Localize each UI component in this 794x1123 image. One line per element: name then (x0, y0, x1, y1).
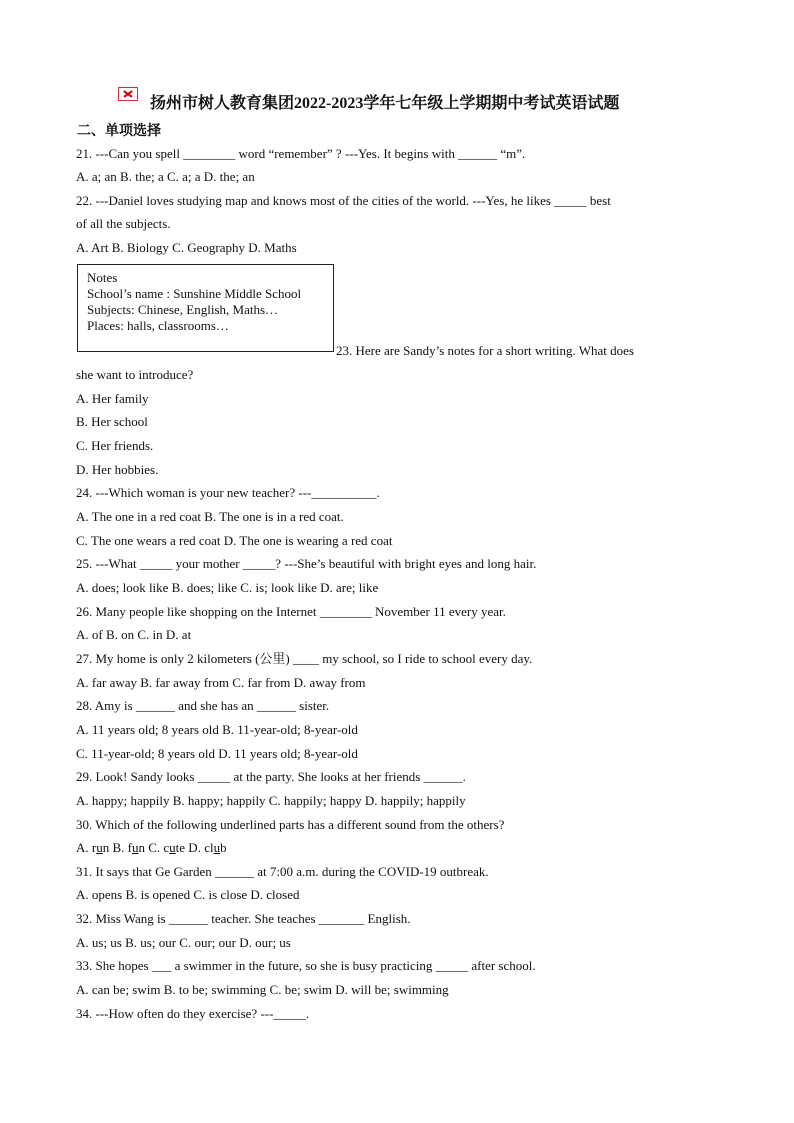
q30-text: n B. f (102, 840, 132, 855)
notes-subjects: Subjects: Chinese, English, Maths… (87, 302, 279, 317)
q30-text: te D. cl (175, 840, 214, 855)
question-25: 25. ---What _____ your mother _____? ---She’s beautiful with bright eyes and long hair. (76, 556, 537, 571)
question-24: 24. ---Which woman is your new teacher? ---__________. (76, 485, 380, 500)
notes-places: Places: halls, classrooms… (87, 318, 229, 333)
section-heading: 二、单项选择 (77, 124, 161, 139)
q30-text: n C. c (138, 840, 170, 855)
question-30: 30. Which of the following underlined parts has a different sound from the others? (76, 817, 505, 832)
question-23-option-c: C. Her friends. (76, 438, 154, 453)
notes-heading: Notes (87, 270, 118, 285)
question-27-options: A. far away B. far away from C. far from D. away from (76, 675, 366, 690)
question-33: 33. She hopes ___ a swimmer in the future, so she is busy practicing _____ after school. (76, 958, 536, 973)
notes-school: School’s name : Sunshine Middle School (87, 286, 302, 301)
question-28-options-1: A. 11 years old; 8 years old B. 11-year-old; 8-year-old (76, 722, 358, 737)
question-21-options: A. a; an B. the; a C. a; a D. the; an (76, 169, 255, 184)
question-23-text: 23. Here are Sandy’s notes for a short writing. What does (336, 343, 634, 358)
q30-underline-d: u (213, 840, 221, 855)
question-31-options: A. opens B. is opened C. is close D. closed (76, 887, 300, 902)
question-31: 31. It says that Ge Garden ______ at 7:00 a.m. during the COVID-19 outbreak. (76, 864, 489, 879)
broken-image-icon (118, 87, 138, 101)
question-23-option-a: A. Her family (76, 391, 149, 406)
q30-text: A. r (76, 840, 97, 855)
q30-underline-a: u (96, 840, 103, 855)
question-23-option-b: B. Her school (76, 414, 148, 429)
question-28-options-2: C. 11-year-old; 8 years old D. 11 years old; 8-year-old (76, 746, 358, 761)
question-23-cont: she want to introduce? (76, 367, 194, 382)
question-21: 21. ---Can you spell ________ word “remember” ? ---Yes. It begins with ______ “m”. (76, 146, 526, 161)
q30-underline-c: u (169, 840, 176, 855)
notes-box (77, 264, 334, 352)
question-23 (336, 343, 674, 359)
question-29-options: A. happy; happily B. happy; happily C. happily; happy D. happily; happily (76, 793, 466, 808)
question-26-options: A. of B. on C. in D. at (76, 627, 192, 642)
question-33-options: A. can be; swim B. to be; swimming C. be; swim D. will be; swimming (76, 982, 449, 997)
question-22-cont: of all the subjects. (76, 216, 171, 231)
question-32: 32. Miss Wang is ______ teacher. She teaches _______ English. (76, 911, 411, 926)
question-27: 27. My home is only 2 kilometers (公里) ____ my school, so I ride to school every day. (76, 651, 533, 666)
question-25-options: A. does; look like B. does; like C. is; look like D. are; like (76, 580, 379, 595)
question-23-option-d: D. Her hobbies. (76, 462, 159, 477)
question-30-options (76, 840, 227, 856)
question-26: 26. Many people like shopping on the Internet ________ November 11 every year. (76, 604, 506, 619)
question-24-options-2: C. The one wears a red coat D. The one is wearing a red coat (76, 533, 393, 548)
question-22-text: 22. ---Daniel loves studying map and knows most of the cities of the world. ---Yes, he likes _____ best (76, 193, 611, 208)
q30-underline-b: u (131, 840, 139, 855)
question-32-options: A. us; us B. us; our C. our; our D. our; us (76, 935, 291, 950)
question-22-options: A. Art B. Biology C. Geography D. Maths (76, 240, 297, 255)
q30-text: b (220, 840, 227, 855)
question-34: 34. ---How often do they exercise? ---_____. (76, 1006, 310, 1021)
question-29: 29. Look! Sandy looks _____ at the party. She looks at her friends ______. (76, 769, 466, 784)
question-22 (76, 193, 674, 209)
question-28: 28. Amy is ______ and she has an ______ sister. (76, 698, 330, 713)
question-24-options-1: A. The one in a red coat B. The one is in a red coat. (76, 509, 344, 524)
page-title: 扬州市树人教育集团2022-2023学年七年级上学期期中考试英语试题 (150, 95, 620, 112)
